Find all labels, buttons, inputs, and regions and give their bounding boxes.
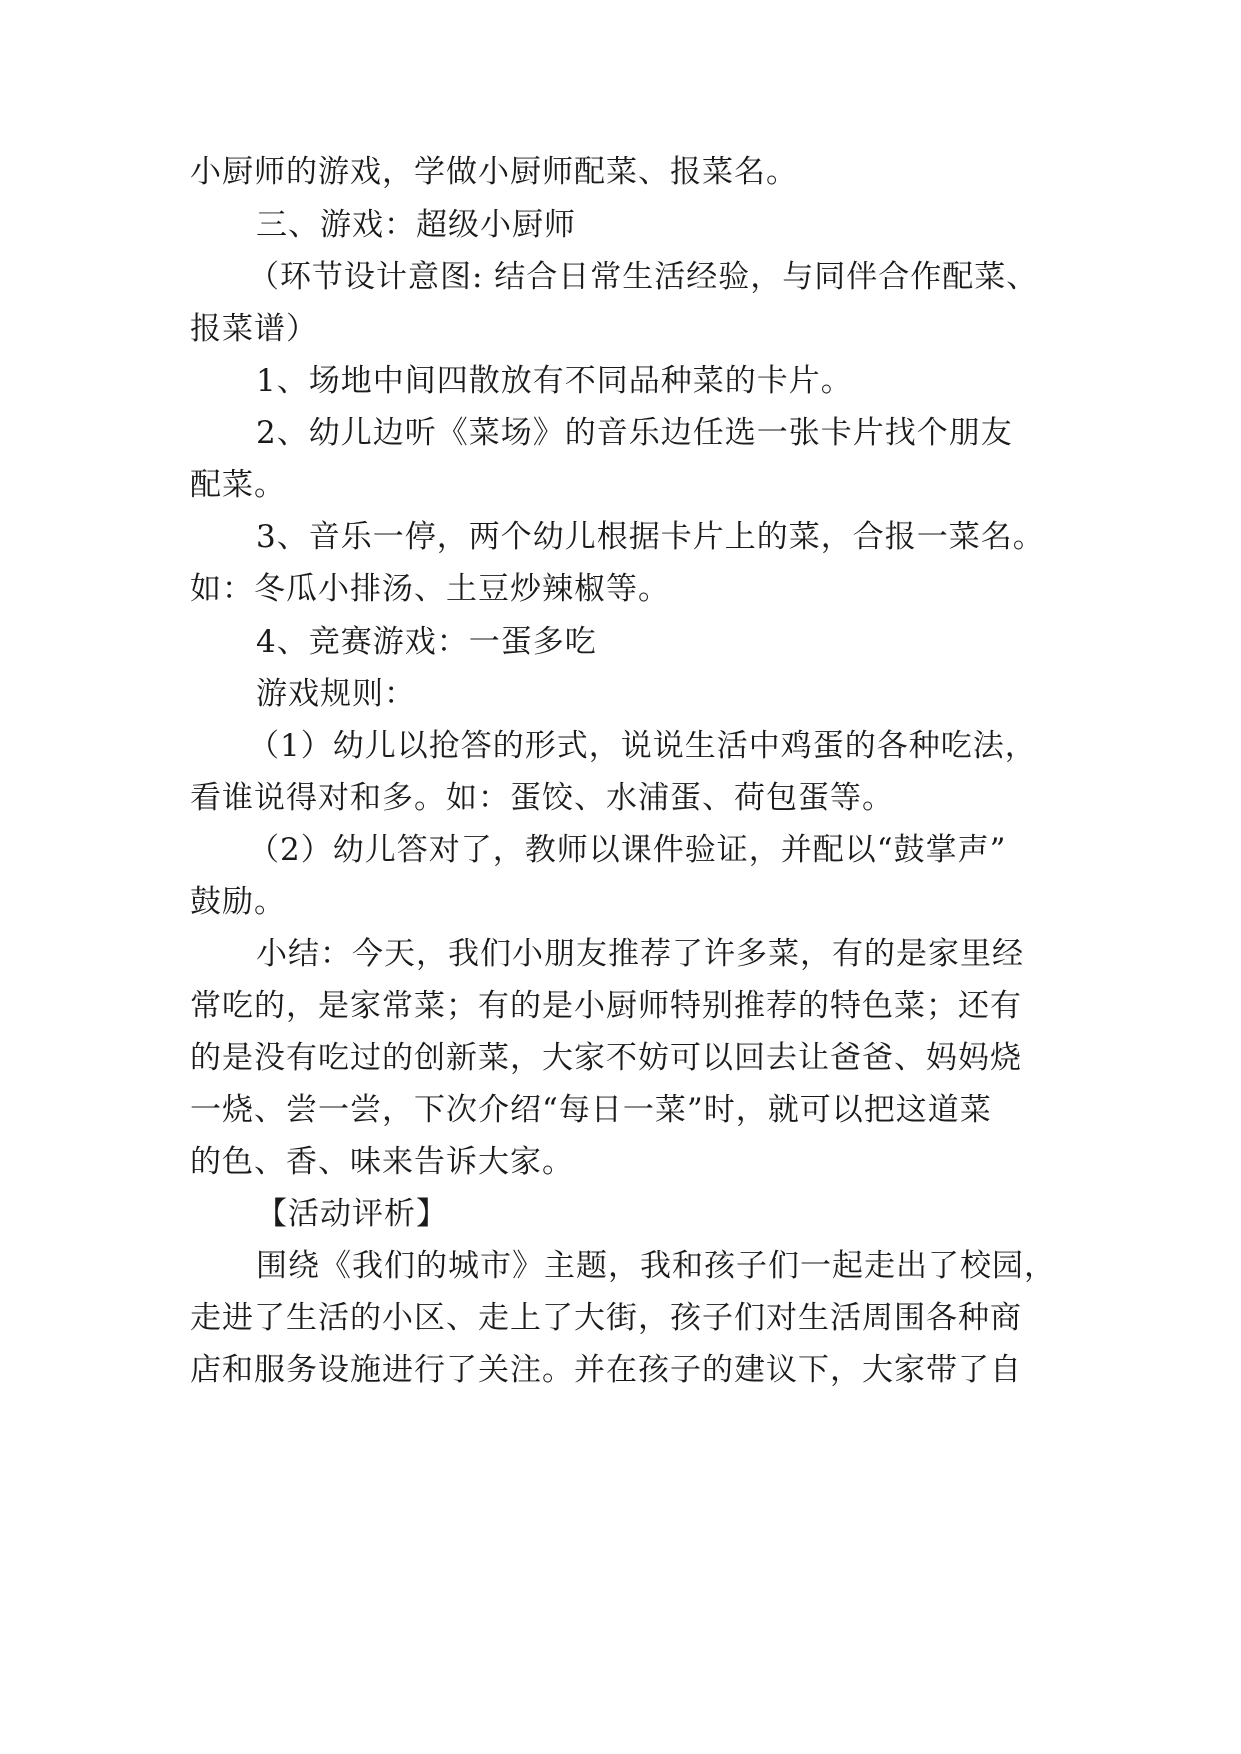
text-line: 的色、香、味来告诉大家。 bbox=[190, 1144, 574, 1180]
section-heading: 【活动评析】 bbox=[256, 1196, 448, 1232]
text-line: 店和服务设施进行了关注。并在孩子的建议下，大家带了自 bbox=[190, 1352, 1022, 1388]
text-line: 常吃的，是家常菜；有的是小厨师特别推荐的特色菜；还有 bbox=[190, 988, 1022, 1024]
text-line: 配菜。 bbox=[190, 467, 286, 503]
text-line: 报菜谱） bbox=[190, 311, 318, 347]
text-line: 围绕《我们的城市》主题，我和孩子们一起走出了校园， bbox=[256, 1248, 1056, 1284]
text-line: 鼓励。 bbox=[190, 884, 286, 920]
section-heading: 三、游戏：超级小厨师 bbox=[256, 207, 576, 243]
text-line: 看谁说得对和多。如：蛋饺、水浦蛋、荷包蛋等。 bbox=[190, 780, 894, 816]
text-line: 一烧、尝一尝，下次介绍“每日一菜”时，就可以把这道菜 bbox=[190, 1092, 992, 1128]
text-line: （2）幼儿答对了，教师以课件验证，并配以“鼓掌声” bbox=[248, 832, 1007, 868]
text-line: 小厨师的游戏，学做小厨师配菜、报菜名。 bbox=[190, 154, 798, 190]
text-line: 游戏规则： bbox=[256, 676, 416, 712]
text-line: 2、幼儿边听《菜场》的音乐边任选一张卡片找个朋友 bbox=[256, 415, 1013, 451]
text-line: 1、场地中间四散放有不同品种菜的卡片。 bbox=[256, 363, 853, 399]
text-line: 如：冬瓜小排汤、土豆炒辣椒等。 bbox=[190, 571, 670, 607]
text-line: 小结：今天，我们小朋友推荐了许多菜，有的是家里经 bbox=[256, 936, 1024, 972]
text-line: 3、音乐一停，两个幼儿根据卡片上的菜，合报一菜名。 bbox=[256, 519, 1045, 555]
text-line: 的是没有吃过的创新菜，大家不妨可以回去让爸爸、妈妈烧 bbox=[190, 1040, 1022, 1076]
text-line: （1）幼儿以抢答的形式，说说生活中鸡蛋的各种吃法， bbox=[248, 728, 1037, 764]
text-line: 走进了生活的小区、走上了大街，孩子们对生活周围各种商 bbox=[190, 1300, 1022, 1336]
text-line: 4、竞赛游戏：一蛋多吃 bbox=[256, 624, 597, 660]
text-line: （环节设计意图: 结合日常生活经验，与同伴合作配菜、 bbox=[248, 259, 1039, 295]
